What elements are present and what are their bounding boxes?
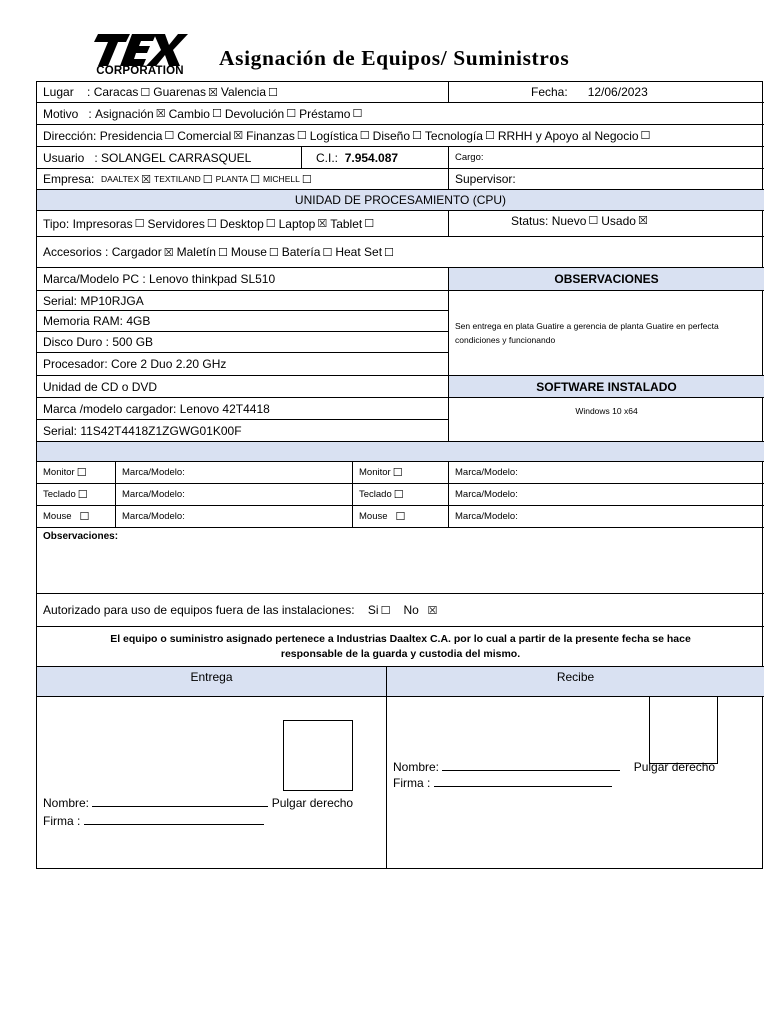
direccion-finanzas-checkbox[interactable]: ☐ (296, 129, 307, 142)
accesorios-option: Mouse (230, 245, 267, 259)
entrega-nombre-line[interactable] (92, 797, 268, 807)
spec-serial-cargador[interactable]: Serial: 11S42T4418Z1ZGWG01K00F (37, 420, 449, 442)
spec-cargador[interactable]: Marca /modelo cargador: Lenovo 42T4418 (37, 398, 449, 420)
autorizado-field (37, 594, 764, 627)
direccion-option: Presidencia (99, 128, 163, 143)
empresa-daaltex-checkbox[interactable]: ☒ (141, 172, 152, 186)
peripheral-model-cell[interactable]: Marca/Modelo: (449, 462, 764, 484)
cpu-section-title: UNIDAD DE PROCESAMIENTO (CPU) (294, 193, 507, 207)
observaciones-title: OBSERVACIONES (554, 272, 659, 286)
recibe-firma-line[interactable] (434, 777, 612, 787)
peripheral-model-cell[interactable]: Marca/Modelo: (449, 506, 764, 528)
lugar-label: Lugar (43, 85, 74, 99)
entrega-nombre-label: Nombre: (43, 796, 90, 810)
direccion-label: Dirección: (43, 128, 97, 143)
motivo-option: Cambio (168, 106, 210, 121)
direccion-option: Comercial (177, 128, 232, 143)
accesorios-field (37, 237, 764, 268)
software-header (449, 376, 764, 398)
observaciones-header (449, 268, 764, 291)
direccion-option: Diseño (372, 128, 411, 143)
peripheral-teclado-left (37, 484, 116, 506)
accesorios-mouse-checkbox[interactable]: ☐ (268, 245, 279, 259)
spec-memoria[interactable]: Memoria RAM: 4GB (37, 311, 449, 332)
peripheral-model-cell[interactable]: Marca/Modelo: (116, 506, 353, 528)
recibe-pulgar-label: Pulgar derecho (633, 760, 716, 774)
lugar-field: Lugar : Caracas ☐ Guarenas ☒ Valencia ☐ (37, 82, 449, 103)
peripheral-monitor-left (37, 462, 116, 484)
peripheral-item-label: Monitor (359, 467, 391, 478)
direccion-field (37, 125, 764, 147)
direccion-logistica-checkbox[interactable]: ☐ (359, 129, 370, 142)
lugar-option: Caracas (93, 85, 139, 99)
motivo-asignacion-checkbox[interactable]: ☒ (155, 107, 166, 120)
motivo-option: Préstamo (299, 106, 351, 121)
tipo-option: Laptop (278, 216, 316, 231)
recibe-signature-area (387, 697, 764, 869)
direccion-option: Logística (309, 128, 358, 143)
peripheral-model-cell[interactable]: Marca/Modelo: (116, 462, 353, 484)
peripheral-teclado-right (353, 484, 449, 506)
peripheral-mouse-right (353, 506, 449, 528)
usuario-label: Usuario (43, 150, 85, 165)
entrega-thumbprint-box[interactable] (283, 720, 353, 791)
software-title: SOFTWARE INSTALADO (536, 379, 677, 394)
monitor-right-checkbox[interactable]: ☐ (392, 466, 403, 479)
recibe-nombre-label: Nombre: (393, 760, 440, 774)
spec-serial[interactable]: Serial: MP10RJGA (37, 291, 449, 311)
ci-label: C.I.: (316, 150, 339, 165)
fecha-value[interactable]: 12/06/2023 (587, 85, 648, 99)
peripheral-mouse-left (37, 506, 116, 528)
tipo-laptop-checkbox[interactable]: ☒ (317, 217, 328, 230)
ci-field (302, 147, 449, 169)
autorizado-no-checkbox[interactable]: ☒ (427, 603, 438, 617)
empresa-planta-checkbox[interactable]: ☐ (250, 172, 260, 186)
recibe-nombre-row (393, 760, 715, 774)
recibe-firma-row (393, 776, 612, 790)
recibe-firma-label: Firma : (393, 776, 431, 790)
direccion-presidencia-checkbox[interactable]: ☐ (164, 129, 175, 142)
autorizado-no-label: No (403, 603, 419, 617)
spec-disco[interactable]: Disco Duro : 500 GB (37, 332, 449, 353)
fecha-field (449, 82, 764, 103)
direccion-option: Finanzas (246, 128, 295, 143)
tipo-label: Tipo: (43, 216, 70, 231)
motivo-option: Devolución (224, 106, 285, 121)
empresa-option: MICHELL (262, 174, 300, 184)
autorizado-si-label: Si (367, 603, 379, 617)
teclado-right-checkbox[interactable]: ☐ (393, 488, 404, 501)
entrega-firma-label: Firma : (43, 814, 81, 828)
empresa-field (37, 169, 449, 190)
usuario-value[interactable]: SOLANGEL CARRASQUEL (101, 150, 252, 165)
motivo-field: Motivo : Asignación ☒ Cambio ☐ Devolución ☐ Préstamo ☐ (37, 103, 764, 125)
recibe-title: Recibe (556, 670, 595, 684)
accesorios-option: Cargador (111, 245, 162, 259)
supervisor-field[interactable] (449, 169, 764, 190)
tipo-tablet-checkbox[interactable]: ☐ (364, 217, 375, 230)
logo-corporation-text: CORPORATION (96, 65, 184, 77)
tipo-servidores-checkbox[interactable]: ☐ (206, 217, 217, 230)
peripheral-item-label: Monitor (43, 467, 75, 478)
entrega-nombre-row (43, 796, 353, 810)
observaciones-general-label: Observaciones: (43, 531, 119, 542)
status-usado-checkbox[interactable]: ☒ (637, 214, 648, 227)
mouse-right-checkbox[interactable]: ☐ (395, 510, 406, 523)
tipo-option: Tablet (330, 216, 363, 231)
peripheral-monitor-right (353, 462, 449, 484)
disclaimer-line: responsable de la guarda y custodia del mismo. (280, 647, 521, 660)
motivo-label: Motivo (43, 106, 79, 121)
entrega-firma-row (43, 814, 264, 828)
direccion-tecnologia-checkbox[interactable]: ☐ (484, 129, 495, 142)
empresa-label: Empresa: (43, 172, 95, 186)
accesorios-label: Accesorios : (43, 245, 109, 259)
monitor-left-checkbox[interactable]: ☐ (76, 466, 87, 479)
cpu-section-header (37, 190, 764, 211)
motivo-devolucion-checkbox[interactable]: ☐ (286, 107, 297, 120)
peripherals-header (37, 442, 764, 462)
software-text[interactable]: Windows 10 x64 (449, 398, 764, 442)
status-field (449, 211, 764, 237)
disclaimer (37, 627, 764, 667)
tipo-desktop-checkbox[interactable]: ☐ (265, 217, 276, 230)
peripheral-item-label: Teclado (43, 489, 76, 500)
status-option: Usado (601, 214, 636, 228)
entrega-firma-line[interactable] (84, 815, 264, 825)
motivo-cambio-checkbox[interactable]: ☐ (211, 107, 222, 120)
peripheral-item-label: Mouse (43, 511, 72, 522)
autorizado-si-checkbox[interactable]: ☐ (380, 603, 391, 617)
tipo-field (37, 211, 449, 237)
lugar-valencia-checkbox[interactable]: ☐ (268, 85, 278, 99)
fecha-label: Fecha: (531, 85, 568, 99)
direccion-rrhh-checkbox[interactable]: ☐ (640, 129, 651, 142)
accesorios-option: Heat Set (335, 245, 383, 259)
spec-marca-modelo[interactable]: Marca/Modelo PC : Lenovo thinkpad SL510 (37, 268, 449, 291)
disclaimer-line: El equipo o suministro asignado pertenece a Industrias Daaltex C.A. por lo cual a partir de la presente fecha se hace (110, 632, 691, 645)
entrega-pulgar-label: Pulgar derecho (271, 796, 354, 810)
direccion-option: RRHH y Apoyo al Negocio (497, 128, 639, 143)
cargo-label: Cargo: (455, 152, 484, 163)
cargo-field[interactable] (449, 147, 764, 169)
accesorios-option: Batería (281, 245, 321, 259)
recibe-nombre-line[interactable] (442, 761, 620, 771)
tipo-impresoras-checkbox[interactable]: ☐ (134, 217, 145, 230)
accesorios-maletin-checkbox[interactable]: ☐ (217, 245, 228, 259)
peripheral-model-cell[interactable]: Marca/Modelo: (116, 484, 353, 506)
tipo-option: Impresoras (72, 216, 133, 231)
empresa-michell-checkbox[interactable]: ☐ (301, 172, 312, 186)
lugar-option: Guarenas (153, 85, 206, 99)
peripheral-item-label: Mouse (359, 511, 388, 522)
mouse-left-checkbox[interactable]: ☐ (79, 510, 90, 523)
entrega-signature-area (37, 697, 387, 869)
tex-logo-mark (94, 34, 188, 66)
direccion-diseno-checkbox[interactable]: ☐ (412, 129, 422, 142)
entrega-header (37, 667, 387, 697)
motivo-option: Asignación (95, 106, 154, 121)
lugar-option: Valencia (220, 85, 266, 99)
document-title: Asignación de Equipos/ Suministros (219, 46, 570, 70)
ci-value[interactable]: 7.954.087 (344, 150, 399, 165)
empresa-option: PLANTA (215, 174, 249, 184)
status-option: Nuevo (551, 214, 587, 228)
autorizado-label: Autorizado para uso de equipos fuera de las instalaciones: (43, 603, 355, 617)
entrega-title: Entrega (190, 670, 233, 684)
teclado-left-checkbox[interactable]: ☐ (77, 488, 88, 501)
company-logo (88, 34, 192, 80)
empresa-option: TEXTILAND (154, 174, 201, 184)
accesorios-bateria-checkbox[interactable]: ☐ (322, 245, 333, 259)
status-nuevo-checkbox[interactable]: ☐ (588, 214, 599, 227)
tipo-option: Desktop (219, 216, 264, 231)
observaciones-general[interactable] (37, 528, 764, 594)
observaciones-text[interactable]: Sen entrega en plata Guatire a gerencia de planta Guatire en perfecta condiciones y funcionando (449, 291, 764, 376)
spec-cd-dvd[interactable]: Unidad de CD o DVD (37, 376, 449, 398)
empresa-option: DAALTEX (101, 174, 140, 184)
peripheral-item-label: Teclado (359, 489, 392, 500)
lugar-guarenas-checkbox[interactable]: ☒ (207, 85, 218, 99)
usuario-field: Usuario : SOLANGEL CARRASQUEL (37, 147, 302, 169)
status-label: Status: (511, 214, 549, 228)
direccion-option: Tecnología (424, 128, 483, 143)
tipo-option: Servidores (147, 216, 205, 231)
peripheral-model-cell[interactable]: Marca/Modelo: (449, 484, 764, 506)
assignment-form (36, 81, 763, 869)
accesorios-option: Maletín (176, 245, 216, 259)
accesorios-cargador-checkbox[interactable]: ☒ (163, 245, 174, 259)
spec-procesador[interactable]: Procesador: Core 2 Duo 2.20 GHz (37, 353, 449, 376)
recibe-header (387, 667, 764, 697)
accesorios-heatset-checkbox[interactable]: ☐ (384, 245, 394, 259)
lugar-caracas-checkbox[interactable]: ☐ (140, 85, 151, 99)
direccion-comercial-checkbox[interactable]: ☒ (233, 129, 244, 142)
empresa-textiland-checkbox[interactable]: ☐ (202, 172, 213, 186)
motivo-prestamo-checkbox[interactable]: ☐ (352, 107, 363, 120)
supervisor-label: Supervisor: (455, 172, 516, 186)
recibe-thumbprint-box[interactable] (649, 697, 718, 764)
